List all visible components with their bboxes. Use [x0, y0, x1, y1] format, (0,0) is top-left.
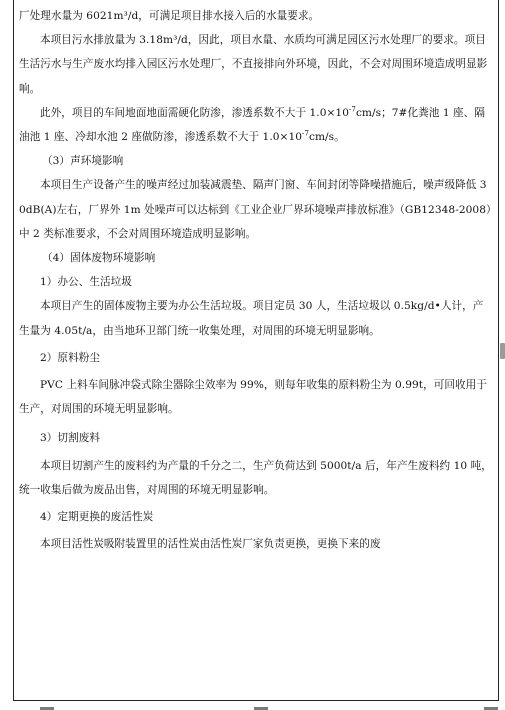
paragraph-office-waste: 本项目产生的固体废物主要为办公生活垃圾。项目定员 30 人，生活垃圾以 0.5kg/d•人计，产生量为 4.05t/a，由当地环卫部门统一收集处理，对周围的环境无明显影响。 [19, 300, 484, 337]
exponent: -7 [302, 129, 309, 138]
paragraph-cutting-waste: 本项目切割产生的废料约为产量的千分之二，生产负荷达到 5000t/a 后，年产生废料约 10 吨，统一收集后做为废品出售，对周围的环境无明显影响。 [19, 459, 492, 496]
scrollbar-thumb[interactable] [500, 343, 505, 359]
paragraph-seepage [19, 101, 493, 149]
subheading-office-waste: 1）办公、生活垃圾 [40, 276, 132, 289]
seepage-text-b: cm/s；7#化粪池 1 座、隔油池 1 座、冷却水池 2 座做防渗，渗透系数不大于 1.0×10 [19, 106, 485, 144]
document-body [19, 4, 493, 556]
paragraph-dust: PVC 上料车间脉冲袋式除尘器除尘效率为 99%，则每年收集的原料粉尘为 0.99t，可回收用于生产，对周围的环境无明显影响。 [19, 379, 487, 416]
heading-noise: （3）声环境影响 [42, 155, 124, 168]
heading-solid-waste: （4）固体废物环境影响 [42, 252, 156, 265]
paragraph-wastewater: 本项目污水排放量为 3.18m³/d，因此，项目水量、水质均可满足园区污水处理厂的要求。项目生活污水与生产废水均排入园区污水处理厂，不直接排向外环境，因此，不会对周围环境造成明显影响。 [19, 34, 488, 95]
paragraph-line: 厂处理水量为 6021m³/d，可满足项目排水接入后的水量要求。 [19, 10, 320, 22]
seepage-text-c: cm/s。 [308, 131, 345, 144]
seepage-text-a: 此外，项目的车间地面地面需硬化防渗，渗透系数不大于 1.0×10 [40, 106, 350, 119]
subheading-cutting-waste: 3）切割废料 [40, 432, 101, 445]
exponent: -7 [349, 105, 356, 114]
paragraph-noise: 本项目生产设备产生的噪声经过加装减震垫、隔声门窗、车间封闭等降噪措施后，噪声级降低 30dB(A)左右，厂界外 1m 处噪声可以达标到《工业企业厂界环境噪声排放标准》（GB12348-2008）中 2 类标准要求，不会对周围环境造成明显影响。 [19, 179, 492, 240]
subheading-carbon: 4）定期更换的废活性炭 [40, 511, 154, 524]
paragraph-carbon: 本项目活性炭吸附装置里的活性炭由活性炭厂家负责更换，更换下来的废 [40, 538, 381, 551]
subheading-dust: 2）原料粉尘 [40, 351, 101, 364]
